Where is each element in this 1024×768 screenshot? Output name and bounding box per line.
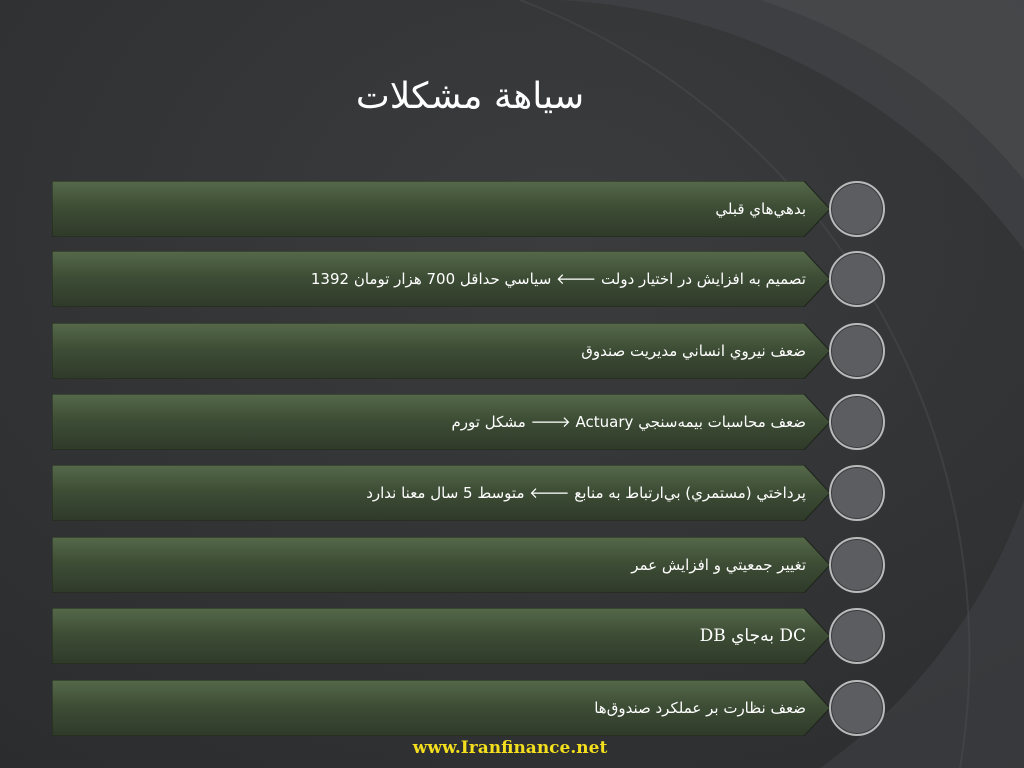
list-item <box>52 608 892 664</box>
bullet-text: پرداختي (مستمري) بي‌ارتباط به منابع 🡐 متوسط 5 سال معنا ندارد <box>366 484 806 502</box>
list-item <box>52 680 892 736</box>
bullet-text: تصميم به افزايش در اختيار دولت 🡐 سياسي حداقل 700 هزار تومان 1392 <box>310 270 806 288</box>
bullet-circle <box>829 465 885 521</box>
list-item <box>52 323 892 379</box>
bullet-circle <box>829 251 885 307</box>
list-item <box>52 251 892 307</box>
bullet-circle <box>829 537 885 593</box>
list-item <box>52 465 892 521</box>
footer-website-link[interactable]: www.Iranfinance.net <box>412 738 608 758</box>
list-item <box>52 394 892 450</box>
bullet-circle <box>829 608 885 664</box>
bullet-text: DC به‌جاي DB <box>699 626 806 646</box>
bullet-text: ضعف محاسبات بيمه‌سنجي Actuary 🡒 مشكل تورم <box>451 413 806 431</box>
list-item <box>52 537 892 593</box>
bullet-text: تغيير جمعيتي و افزايش عمر <box>631 556 806 574</box>
bullet-circle <box>829 181 885 237</box>
bullet-circle <box>829 680 885 736</box>
bullet-text: ضعف نظارت بر عملكرد صندوق‌ها <box>594 699 806 717</box>
slide-title: سیاهة مشکلات <box>355 76 585 117</box>
bullet-circle <box>829 394 885 450</box>
bullet-text: بدهي‌هاي قبلي <box>715 200 806 218</box>
list-item <box>52 181 892 237</box>
bullet-text: ضعف نيروي انساني مديريت صندوق <box>581 342 806 360</box>
bullet-circle <box>829 323 885 379</box>
